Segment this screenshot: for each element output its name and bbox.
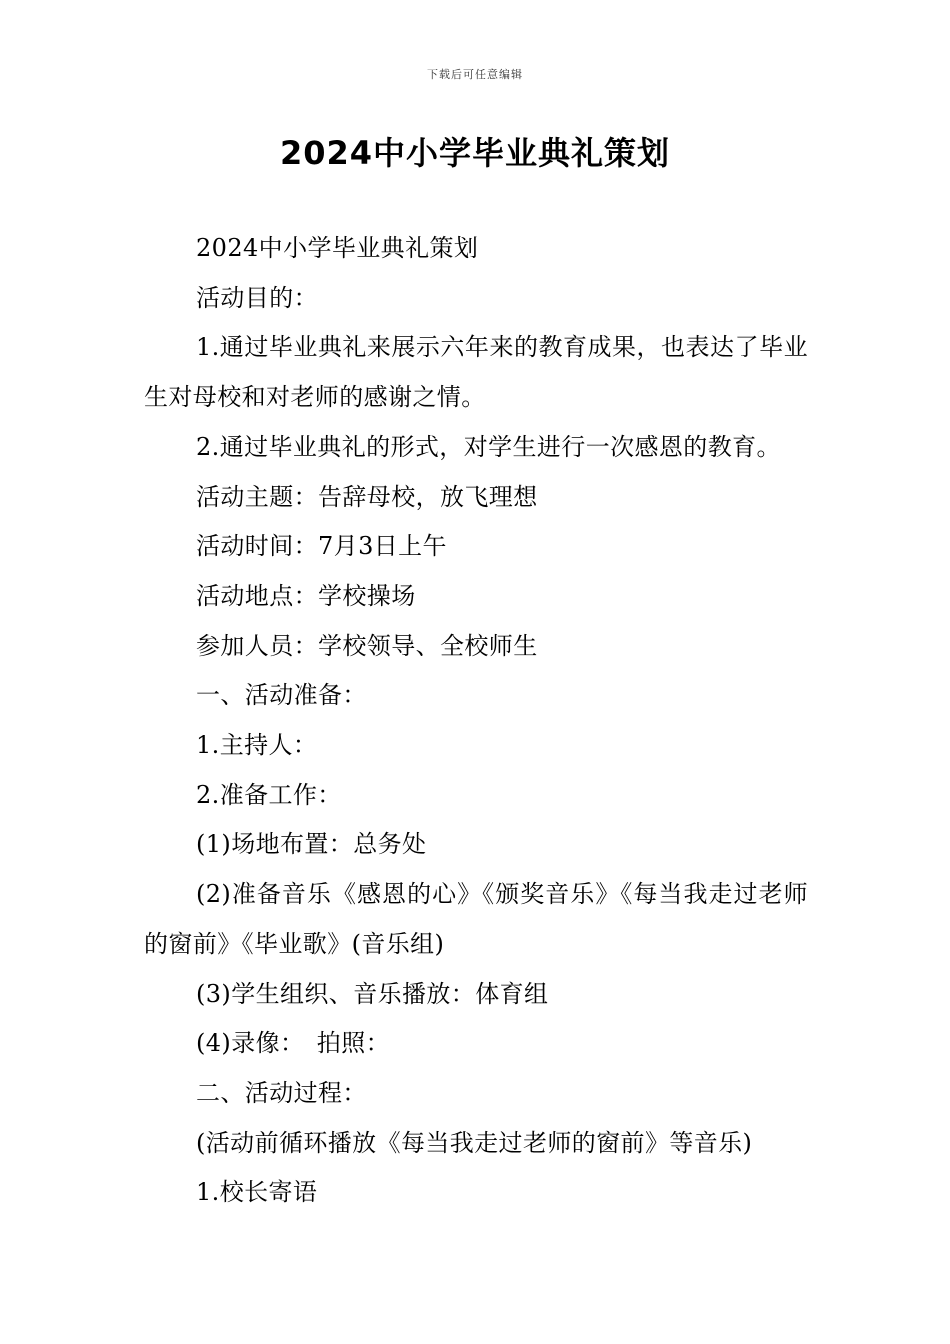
preparation-item-host: 1.主持人： bbox=[196, 731, 318, 760]
preparation-item-work: 2.准备工作： bbox=[196, 780, 342, 809]
page-header-note: 下载后可任意编辑 bbox=[427, 68, 523, 81]
document-title: 2024中小学毕业典礼策划 bbox=[279, 134, 671, 172]
preparation-subitem-venue: (1)场地布置：总务处 bbox=[196, 830, 427, 859]
body-subtitle: 2024中小学毕业典礼策划 bbox=[196, 234, 479, 262]
activity-theme: 活动主题：告辞母校，放飞理想 bbox=[196, 482, 538, 511]
section-purpose-heading: 活动目的： bbox=[196, 283, 318, 312]
activity-location: 活动地点：学校操场 bbox=[196, 581, 416, 610]
preparation-subitem-organization: (3)学生组织、音乐播放：体育组 bbox=[196, 979, 549, 1008]
process-note: (活动前循环播放《每当我走过老师的窗前》等音乐) bbox=[196, 1128, 753, 1157]
preparation-subitem-music: (2)准备音乐《感恩的心》《颁奖音乐》《每当我走过老师的窗前》《毕业歌》(音乐组) bbox=[144, 880, 808, 958]
section-process-heading: 二、活动过程： bbox=[196, 1078, 367, 1107]
document-body bbox=[144, 224, 808, 1218]
section-preparation-heading: 一、活动准备： bbox=[196, 681, 367, 710]
activity-time: 活动时间：7月3日上午 bbox=[196, 532, 447, 561]
purpose-item-2: 2.通过毕业典礼的形式，对学生进行一次感恩的教育。 bbox=[196, 432, 781, 461]
process-item-1: 1.校长寄语 bbox=[196, 1178, 318, 1207]
participants: 参加人员：学校领导、全校师生 bbox=[196, 631, 538, 660]
purpose-item-1: 1.通过毕业典礼来展示六年来的教育成果，也表达了毕业生对母校和对老师的感谢之情。 bbox=[144, 333, 808, 412]
preparation-subitem-recording: (4)录像： 拍照： bbox=[196, 1029, 390, 1058]
